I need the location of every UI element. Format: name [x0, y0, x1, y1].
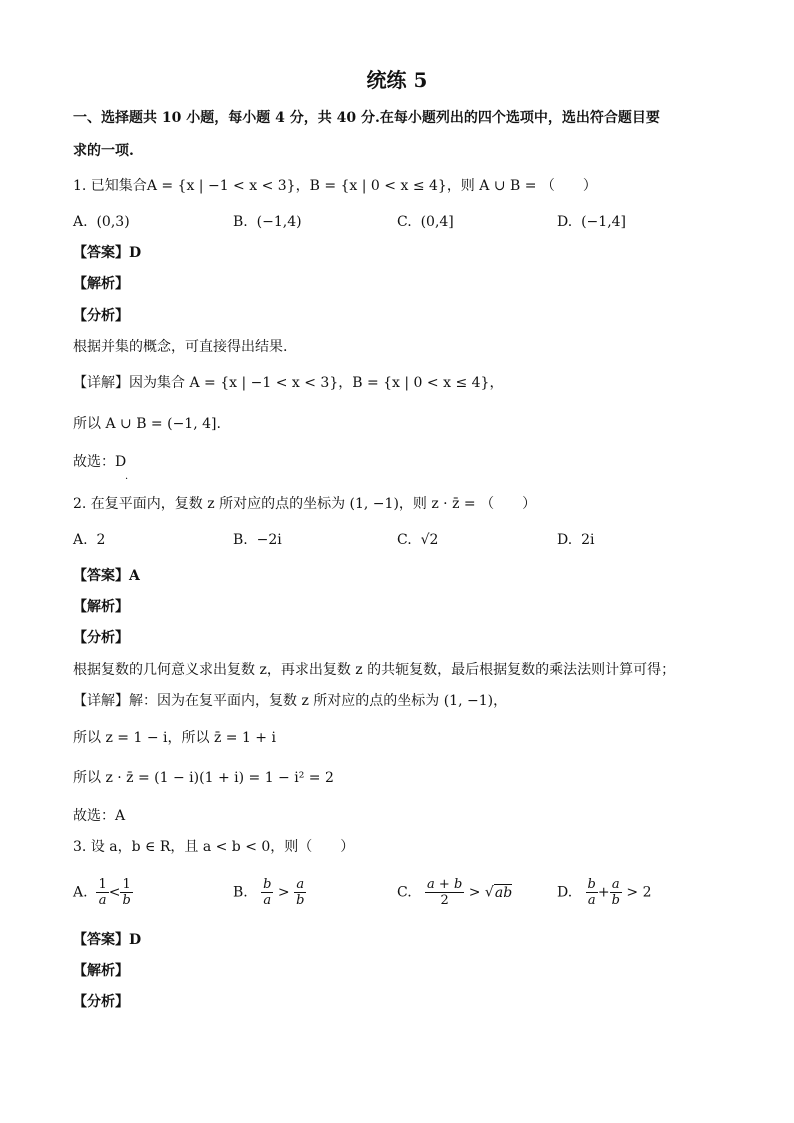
fraction: $\frac{a}{b}$	[611, 877, 620, 908]
q1-stem-prefix: 1. 已知集合	[73, 178, 147, 194]
q2-step2: 所以 z · z̄ = (1 − i)(1 + i) = 1 − i² = 2	[73, 770, 334, 786]
section-header-line2: 求的一项.	[73, 143, 134, 159]
step1-suffix: z̄ = 1 + i	[213, 730, 276, 746]
q2-answer: 【答案】A	[73, 568, 140, 584]
q2-fenxi: 【分析】	[73, 630, 129, 646]
q1-option-d	[557, 212, 626, 232]
q1-result: 所以 A ∪ B = (−1, 4].	[73, 416, 221, 432]
fraction: $\frac{b}{a}$	[263, 877, 272, 908]
q1-option-b	[233, 212, 302, 232]
q3-option-a: A. $\frac{1}{a}$ < $\frac{1}{b}$	[73, 877, 131, 908]
option-value: 2	[96, 532, 106, 548]
option-value: −2i	[256, 532, 282, 548]
q2-option-c	[397, 530, 438, 550]
option-label: B.	[233, 532, 248, 548]
q2-option-d	[557, 530, 594, 550]
q1-stem	[73, 176, 597, 196]
page-title: 统练 5	[366, 68, 428, 92]
option-value: 2i	[581, 532, 595, 548]
option-label: B.	[233, 214, 248, 230]
option-label: C.	[397, 884, 412, 901]
q1-option-a	[73, 212, 130, 232]
q3-option-c: C. $\frac{a + b}{2}$ > √ab	[397, 877, 513, 908]
q1-stem-suffix: ，则 A ∪ B = （ ）	[446, 178, 597, 194]
q1-set-a: A = {x | −1 < x < 3}	[146, 178, 296, 194]
q2-stem: 2. 在复平面内，复数 z 所对应的点的坐标为 (1, −1)，则 z · z̄ = （ ）	[73, 496, 537, 512]
option-label: B.	[233, 884, 248, 901]
option-label: C.	[397, 214, 412, 230]
option-label: A.	[73, 214, 88, 230]
q2-option-a	[73, 530, 105, 550]
q1-separator: ，	[295, 178, 310, 194]
q3-jiexi: 【解析】	[73, 963, 129, 979]
stray-dot: ·	[125, 474, 129, 485]
option-label: D.	[557, 884, 573, 901]
q3-option-d: D. $\frac{b}{a}$ + $\frac{a}{b}$ > 2	[557, 877, 652, 908]
q1-detail: 【详解】因为集合 A = {x | −1 < x < 3}，B = {x | 0 < x ≤ 4}，	[73, 375, 504, 391]
q1-fenxi: 【分析】	[73, 308, 129, 324]
fraction: $\frac{b}{a}$	[587, 877, 596, 908]
option-value: (−1,4]	[581, 214, 627, 230]
option-value: (0,3)	[96, 214, 130, 230]
fraction: $\frac{a}{b}$	[296, 877, 305, 908]
q1-option-c	[397, 212, 454, 232]
q2-jiexi: 【解析】	[73, 599, 129, 615]
q1-set-b: B = {x | 0 < x ≤ 4}	[309, 178, 447, 194]
fraction: $\frac{1}{b}$	[122, 877, 131, 908]
fraction: $\frac{a + b}{2}$	[427, 877, 463, 908]
q2-choose: 故选：A	[73, 808, 126, 824]
q1-choose: 故选：D	[73, 454, 127, 470]
q2-analysis: 根据复数的几何意义求出复数 z，再求出复数 z 的共轭复数，最后根据复数的乘法法则计算可得；	[73, 662, 676, 678]
option-value: √2	[420, 532, 439, 548]
q3-answer: 【答案】D	[73, 932, 142, 948]
q1-jiexi: 【解析】	[73, 276, 129, 292]
q3-fenxi: 【分析】	[73, 994, 129, 1010]
option-label: D.	[557, 214, 573, 230]
step1-prefix: 所以 z = 1 − i，所以	[73, 730, 214, 746]
q1-analysis: 根据并集的概念，可直接得出结果.	[73, 339, 288, 355]
option-label: A.	[73, 884, 88, 901]
fraction: $\frac{1}{a}$	[98, 877, 107, 908]
q3-stem: 3. 设 a，b ∈ R，且 a < b < 0，则（ ）	[73, 839, 355, 855]
q2-option-b	[233, 530, 282, 550]
option-value: (0,4]	[420, 214, 454, 230]
q2-detail: 【详解】解：因为在复平面内，复数 z 所对应的点的坐标为 (1, −1)，	[73, 693, 508, 709]
option-label: D.	[557, 532, 573, 548]
q2-step1	[73, 728, 276, 748]
option-label: A.	[73, 532, 88, 548]
section-header-line1: 一、选择题共 10 小题，每小题 4 分，共 40 分.在每小题列出的四个选项中，选出符合题目要	[73, 110, 660, 126]
option-label: C.	[397, 532, 412, 548]
option-value: (−1,4)	[256, 214, 302, 230]
q3-option-b: B. $\frac{b}{a}$ > $\frac{a}{b}$	[233, 877, 305, 908]
q1-answer: 【答案】D	[73, 245, 142, 261]
